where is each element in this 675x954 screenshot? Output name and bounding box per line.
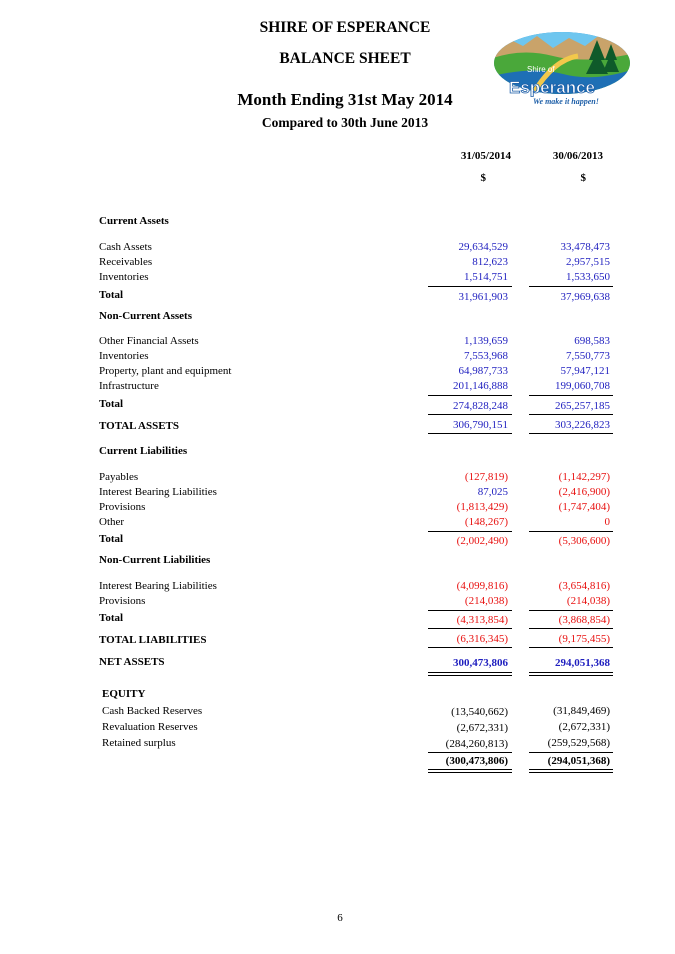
row-label: Provisions [99, 501, 146, 513]
total-value-2014: 31,961,903 [458, 291, 508, 303]
value-2014: (127,819) [464, 471, 508, 483]
value-2014: 1,514,751 [464, 271, 508, 283]
subtotal-rule [428, 286, 512, 287]
total-value-2013: 37,969,638 [560, 291, 610, 303]
value-2013: 199,060,708 [555, 380, 610, 392]
total-rule [428, 433, 512, 434]
double-rule [529, 672, 613, 673]
subtotal-rule [529, 628, 613, 629]
total-label: Total [99, 398, 124, 410]
double-rule [428, 672, 512, 673]
value-2014: (4,099,816) [456, 580, 508, 592]
row-label: Infrastructure [99, 380, 159, 392]
row-label: Other [99, 516, 125, 528]
total-label: Total [99, 612, 124, 624]
double-rule [529, 675, 613, 676]
section-heading: Non-Current Assets [99, 310, 192, 322]
value-2013: 57,947,121 [560, 365, 610, 377]
section-heading: Current Assets [99, 215, 169, 227]
logo-tagline: We make it happen! [533, 97, 599, 106]
subtotal-rule [428, 610, 512, 611]
total-rule [428, 647, 512, 648]
total-value-2014: (2,002,490) [456, 535, 508, 547]
row-label: Cash Backed Reserves [102, 705, 203, 717]
value-2014: (284,260,813) [445, 738, 508, 750]
value-2014: 29,634,529 [458, 241, 508, 253]
value-2013: (1,747,404) [558, 501, 610, 513]
column-header-2014: 31/05/2014 [460, 150, 511, 162]
value-2014: (214,038) [464, 595, 508, 607]
subtotal-rule [529, 752, 613, 753]
value-2013: (259,529,568) [547, 737, 610, 749]
subtotal-rule [428, 531, 512, 532]
value-2013: 0 [604, 516, 610, 528]
column-unit-2013: $ [580, 172, 586, 184]
subtotal-rule [529, 286, 613, 287]
value-2014: 201,146,888 [453, 380, 508, 392]
value-2013: (1,142,297) [558, 471, 610, 483]
value-2014: 7,553,968 [464, 350, 508, 362]
net-assets-label: NET ASSETS [99, 656, 165, 668]
page-number: 6 [337, 912, 343, 924]
comparison-subtitle: Compared to 30th June 2013 [261, 115, 429, 130]
value-2014: 87,025 [477, 486, 508, 498]
value-2013: 33,478,473 [560, 241, 610, 253]
total-label: Total [99, 533, 124, 545]
double-rule [529, 772, 613, 773]
total-rule [529, 647, 613, 648]
total-assets-2013: 303,226,823 [555, 419, 610, 431]
row-label: Inventories [99, 350, 149, 362]
org-title: SHIRE OF ESPERANCE [259, 19, 431, 36]
subtotal-rule [529, 610, 613, 611]
subtotal-rule [529, 531, 613, 532]
double-rule [428, 772, 512, 773]
subtotal-rule [428, 752, 512, 753]
subtotal-rule [428, 395, 512, 396]
value-2013: 698,583 [574, 335, 610, 347]
value-2013: (2,672,331) [558, 721, 610, 733]
value-2014: (2,672,331) [456, 722, 508, 734]
column-unit-2014: $ [480, 172, 486, 184]
period-title: Month Ending 31st May 2014 [237, 90, 453, 109]
value-2014: (1,813,429) [456, 501, 508, 513]
report-title: BALANCE SHEET [279, 50, 411, 67]
total-rule [529, 433, 613, 434]
value-2014: 1,139,659 [464, 335, 508, 347]
value-2013: (2,416,900) [558, 486, 610, 498]
logo-text-big: Esperance [509, 78, 595, 97]
row-label: Other Financial Assets [99, 335, 199, 347]
column-header-2013: 30/06/2013 [552, 150, 603, 162]
double-rule [428, 769, 512, 770]
value-2014: 812,623 [472, 256, 508, 268]
logo-text-small: Shire of [527, 65, 555, 74]
net-assets-2014: 300,473,806 [453, 657, 508, 669]
value-2013: (214,038) [566, 595, 610, 607]
total-liabilities-label: TOTAL LIABILITIES [99, 634, 207, 646]
subtotal-rule [529, 414, 613, 415]
row-label: Inventories [99, 271, 149, 283]
value-2014: (148,267) [464, 516, 508, 528]
section-heading: Non-Current Liabilities [99, 554, 211, 566]
total-label: Total [99, 289, 124, 301]
value-2014: (13,540,662) [451, 706, 508, 718]
row-label: Interest Bearing Liabilities [99, 580, 217, 592]
section-heading: Current Liabilities [99, 445, 188, 457]
section-heading: EQUITY [102, 688, 146, 700]
row-label: Revaluation Reserves [102, 721, 198, 733]
value-2013: 2,957,515 [566, 256, 610, 268]
total-value-2013: (3,868,854) [558, 614, 610, 626]
total-liabilities-2013: (9,175,455) [558, 633, 610, 645]
subtotal-rule [529, 395, 613, 396]
row-label: Provisions [99, 595, 146, 607]
value-2013: (3,654,816) [558, 580, 610, 592]
row-label: Retained surplus [102, 737, 176, 749]
value-2014: 64,987,733 [458, 365, 508, 377]
total-assets-label: TOTAL ASSETS [99, 420, 180, 432]
value-2013: 7,550,773 [566, 350, 610, 362]
value-2013: (31,849,469) [553, 705, 610, 717]
total-value-2014: (4,313,854) [456, 614, 508, 626]
row-label: Receivables [99, 256, 153, 268]
row-label: Interest Bearing Liabilities [99, 486, 217, 498]
total-liabilities-2014: (6,316,345) [456, 633, 508, 645]
total-value-2013: 265,257,185 [555, 400, 610, 412]
total-value-2013: (5,306,600) [558, 535, 610, 547]
value-2013: 1,533,650 [566, 271, 610, 283]
net-assets-2013: 294,051,368 [555, 657, 610, 669]
total-value-2014: 274,828,248 [453, 400, 508, 412]
row-label: Cash Assets [99, 241, 152, 253]
total-assets-2014: 306,790,151 [453, 419, 508, 431]
subtotal-rule [428, 628, 512, 629]
row-label: Property, plant and equipment [99, 365, 232, 377]
shire-logo [493, 30, 631, 110]
row-label: Payables [99, 471, 139, 483]
equity-total-2013: (294,051,368) [547, 755, 610, 767]
double-rule [529, 769, 613, 770]
subtotal-rule [428, 414, 512, 415]
double-rule [428, 675, 512, 676]
equity-total-2014: (300,473,806) [445, 755, 508, 767]
